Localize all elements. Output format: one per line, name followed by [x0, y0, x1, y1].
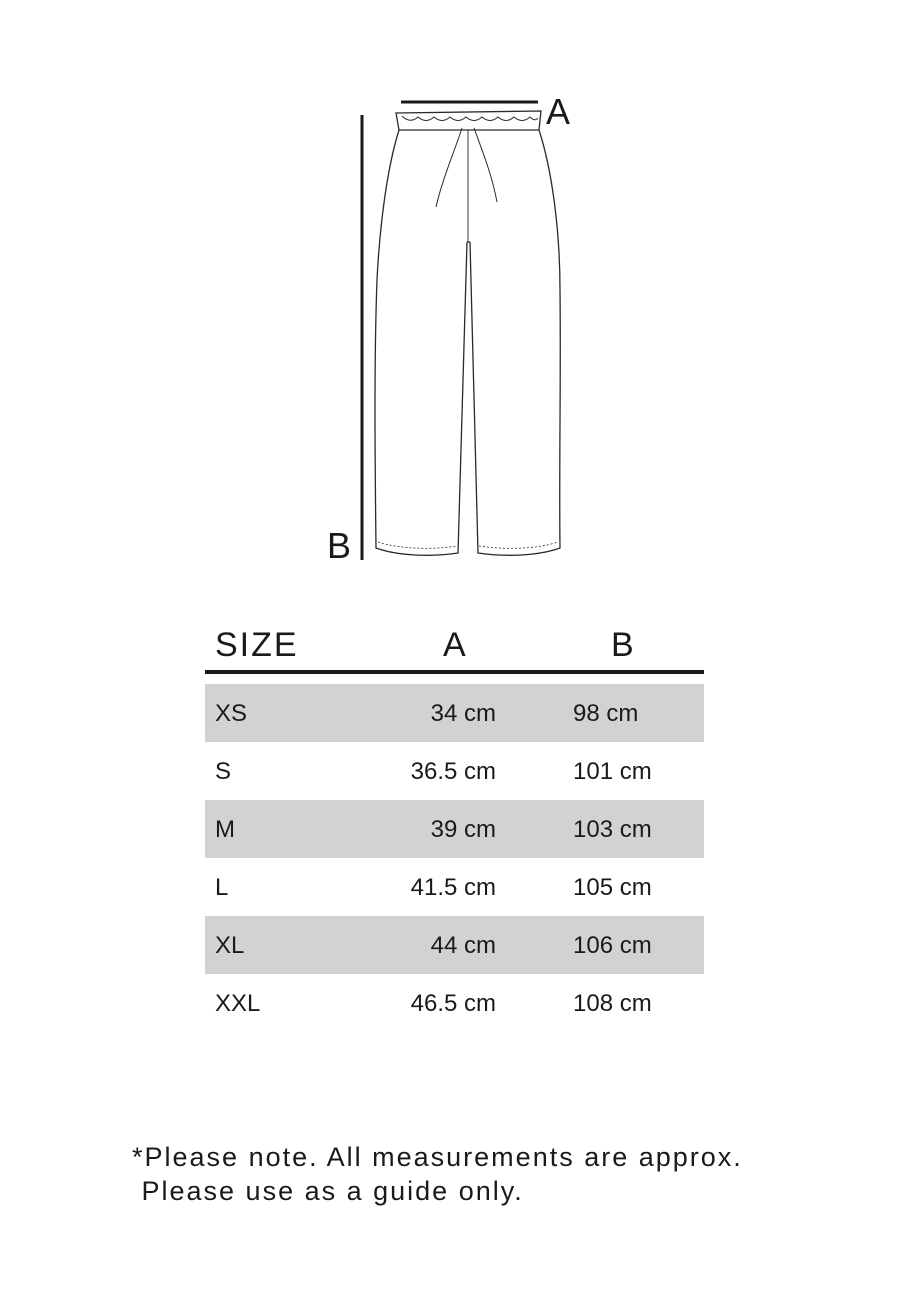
size-cell: XS	[215, 700, 248, 727]
header-b: B	[611, 626, 636, 664]
measure-b-cell: 101 cm	[573, 758, 652, 785]
measure-b-cell: 103 cm	[573, 816, 652, 843]
size-cell: L	[215, 874, 229, 901]
table-row	[205, 974, 704, 1032]
measure-a-cell: 36.5 cm	[410, 758, 496, 785]
size-cell: M	[215, 816, 235, 843]
header-a: A	[443, 626, 468, 664]
size-chart-table	[205, 620, 704, 1032]
measure-b-cell: 105 cm	[573, 874, 652, 901]
table-row	[205, 742, 704, 800]
measure-a-cell: 34 cm	[430, 700, 496, 727]
table-row	[205, 684, 704, 742]
note-line-2: Please use as a guide only.	[132, 1176, 524, 1206]
measure-a-cell: 41.5 cm	[410, 874, 496, 901]
measure-a-cell: 46.5 cm	[410, 990, 496, 1017]
measure-b-label: B	[327, 525, 352, 566]
table-row	[205, 858, 704, 916]
measure-a-cell: 39 cm	[430, 816, 496, 843]
measure-a-cell: 44 cm	[430, 932, 496, 959]
measure-b-cell: 98 cm	[573, 700, 639, 727]
table-row	[205, 800, 704, 858]
size-cell: XXL	[215, 990, 261, 1017]
disclaimer-note	[132, 1140, 743, 1208]
pants-diagram	[0, 0, 908, 600]
header-size: SIZE	[215, 626, 299, 664]
table-row	[205, 916, 704, 974]
measure-b-cell: 108 cm	[573, 990, 652, 1017]
size-cell: XL	[215, 932, 245, 959]
size-cell: S	[215, 758, 232, 785]
table-header	[205, 620, 704, 674]
note-line-1: *Please note. All measurements are approx.	[132, 1142, 743, 1172]
measure-b-cell: 106 cm	[573, 932, 652, 959]
table-body	[205, 684, 704, 1032]
pants-outline-icon	[375, 111, 560, 555]
measure-a-label: A	[546, 91, 571, 132]
